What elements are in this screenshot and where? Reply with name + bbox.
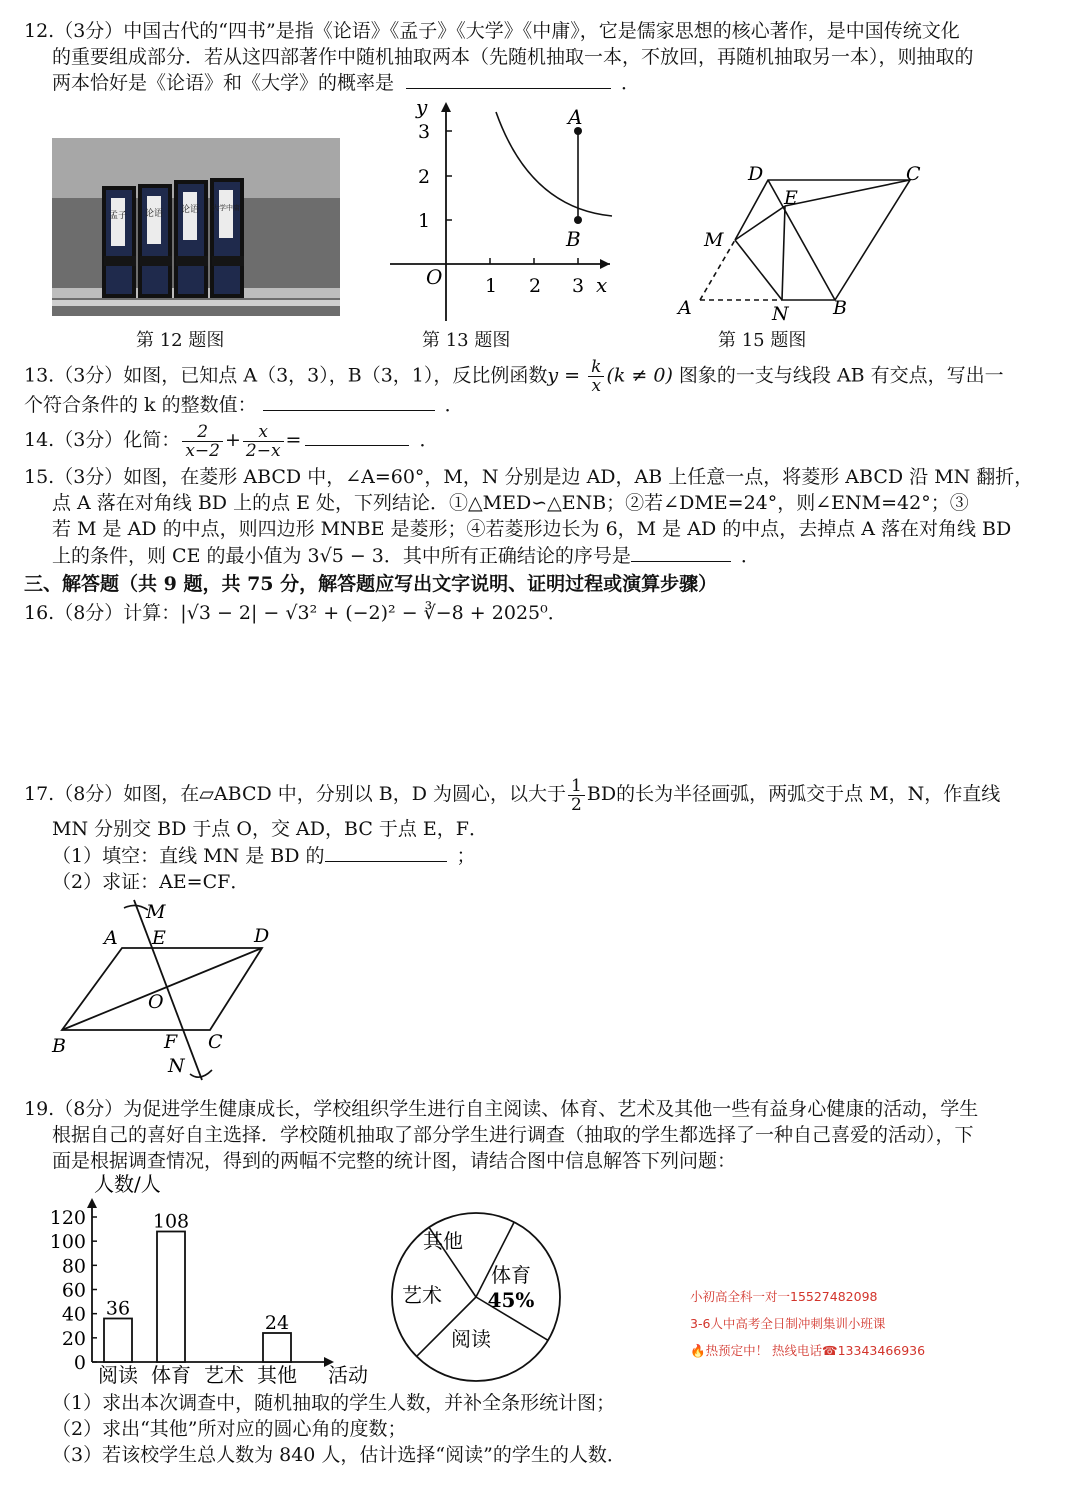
fig17-point-e: E	[152, 927, 166, 949]
fig17-point-m: M	[146, 901, 166, 923]
pie-label: 其他	[423, 1229, 463, 1253]
fig15-point-e: E	[784, 187, 798, 209]
fig17-point-o: O	[148, 991, 164, 1013]
q17-fraction	[568, 777, 585, 814]
bar-1	[104, 1319, 132, 1363]
q15-line3: 若 M 是 AD 的中点，则四边形 MNBE 是菱形；④若菱形边长为 6，M 是 AD 的中点，去掉点 A 落在对角线 BD	[52, 518, 1012, 540]
fig13-xtick-1: 1	[485, 275, 498, 297]
q17-sub1-text: （1）填空：直线 MN 是 BD 的	[52, 845, 325, 867]
q14-end: ．	[419, 429, 439, 451]
q19-sub3: （3）若该校学生总人数为 840 人，估计选择“阅读”的学生的人数．	[52, 1444, 626, 1466]
fig15-point-n: N	[772, 303, 789, 325]
answer-blank-15	[631, 543, 731, 562]
bar-chart	[40, 1172, 380, 1390]
fig13-xtick-3: 3	[572, 275, 585, 297]
book-label-2: 论语	[144, 209, 164, 219]
q13-func-y: y =	[547, 364, 587, 387]
q17-sub2: （2）求证：AE=CF．	[52, 871, 250, 893]
q15-line2: 点 A 落在对角线 BD 上的点 E 处，下列结论．①△MED∽△ENB；②若∠DME=24°，则∠ENM=42°；③	[52, 492, 969, 514]
q14-f1-den: x−2	[185, 440, 220, 461]
q13-condition: (k ≠ 0)	[606, 364, 673, 387]
bar-2	[157, 1232, 185, 1363]
q19-sub1: （1）求出本次调查中，随机抽取的学生人数，并补全条形统计图；	[52, 1392, 616, 1414]
bar-value-label: 108	[152, 1210, 190, 1233]
bar-ytick-label: 100	[49, 1231, 86, 1254]
q13-frac-num: k	[588, 358, 604, 377]
bar-ytick-label: 0	[73, 1352, 86, 1374]
q14-fraction-2	[243, 423, 284, 460]
fig15-point-b: B	[833, 297, 847, 319]
q12-line3	[52, 70, 640, 96]
fig15-point-d: D	[748, 163, 764, 185]
q17-line1	[24, 772, 1000, 816]
caption-fig15: 第 15 题图	[718, 330, 807, 351]
fig17-point-f: F	[164, 1031, 178, 1053]
q15-line4-text: 上的条件，则 CE 的最小值为 3√5 − 3．其中所有正确结论的序号是	[52, 545, 631, 567]
bar-category-label: 艺术	[204, 1363, 244, 1387]
q13-line1	[24, 358, 1004, 395]
fig15-point-a: A	[678, 297, 692, 319]
q12-line3-text: 两本恰好是《论语》和《大学》的概率是	[52, 72, 395, 94]
q13-end: ．	[444, 394, 464, 416]
q14-line	[24, 420, 438, 460]
bar-4	[263, 1333, 291, 1362]
q14-f1-num: 2	[182, 423, 223, 442]
q13-text-b: 图象的一支与线段 AB 有交点，写出一	[678, 364, 1004, 387]
q14-equals: =	[285, 429, 302, 451]
fig17-point-n: N	[168, 1055, 185, 1077]
fig13-ytick-1: 1	[418, 210, 431, 232]
figure-13-graph	[380, 96, 620, 326]
q17-text-b: BD的长为半径画弧，两弧交于点 M，N，作直线	[586, 783, 1001, 805]
q16-line: 16.（8分）计算：|√3 − 2| − √3² + (−2)² − ∛−8 + 2025⁰．	[24, 602, 567, 624]
bar-chart-ylabel: 人数/人	[94, 1172, 161, 1196]
fig17-point-b: B	[52, 1035, 66, 1057]
watermark-line2: 3-6人中高考全日制冲刺集训小班课	[690, 1316, 886, 1331]
watermark-line3: 🔥热预定中！ 热线电话☎13343466936	[690, 1343, 926, 1358]
fig17-point-a: A	[104, 927, 118, 949]
bar-value-label: 24	[264, 1312, 290, 1334]
pie-label: 阅读	[451, 1327, 491, 1351]
watermark-line1: 小初高全科一对一15527482098	[690, 1289, 878, 1304]
q17-text-a: 17.（8分）如图，在▱ABCD 中，分别以 B，D 为圆心，以大于	[24, 783, 567, 805]
caption-fig12: 第 12 题图	[136, 330, 225, 351]
bar-ytick-label: 40	[61, 1303, 86, 1326]
bar-value-label: 36	[105, 1297, 131, 1320]
q19-line2: 根据自己的喜好自主选择．学校随机抽取了部分学生进行调查（抽取的学生都选择了一种自己喜爱的活动），下	[52, 1124, 974, 1146]
q15-line1: 15.（3分）如图，在菱形 ABCD 中，∠A=60°，M，N 分别是边 AD，AB 上任意一点，将菱形 ABCD 沿 MN 翻折，	[24, 466, 1034, 488]
fig13-ytick-3: 3	[418, 121, 431, 143]
q17-sub1	[52, 843, 476, 869]
fig13-point-b: B	[566, 227, 581, 251]
caption-fig13: 第 13 题图	[422, 330, 511, 351]
fig13-xtick-2: 2	[529, 275, 542, 297]
bar-chart-xlabel: 活动	[328, 1363, 368, 1387]
q13-frac-den: x	[591, 376, 602, 396]
book-label-4: 大学中庸	[212, 204, 240, 212]
q14-fraction-1	[182, 423, 223, 460]
figure-17-parallelogram	[40, 894, 300, 1084]
q14-f2-num: x	[243, 423, 284, 442]
fig17-point-d: D	[254, 925, 270, 947]
q12-line2: 的重要组成部分．若从这四部著作中随机抽取两本（先随机抽取一本，不放回，再随机抽取另一本），则抽取的	[52, 46, 974, 68]
bar-ytick-label: 20	[61, 1327, 86, 1350]
fig13-ytick-2: 2	[418, 166, 431, 188]
pie-label: 艺术	[402, 1283, 442, 1307]
book-label-1: 孟子	[108, 211, 128, 221]
pie-label: 体育	[491, 1263, 531, 1287]
fig15-point-c: C	[906, 163, 921, 185]
bar-y-arrow	[87, 1198, 97, 1208]
fig13-x-label: x	[596, 273, 608, 297]
bar-ytick-label: 120	[49, 1207, 86, 1229]
answer-blank-13	[263, 392, 435, 411]
q17-sub1-end: ；	[456, 845, 476, 867]
bar-category-label: 其他	[257, 1363, 297, 1387]
q13-text-a: 13.（3分）如图，已知点 A（3，3），B（3，1），反比例函数	[24, 364, 548, 387]
fig17-point-c: C	[208, 1031, 223, 1053]
fig13-y-label: y	[416, 96, 428, 119]
figure-12-photo	[52, 138, 340, 316]
answer-blank-14	[305, 427, 409, 446]
q15-line4	[52, 543, 760, 569]
q12-end: ．	[621, 72, 641, 94]
q17-line2: MN 分别交 BD 于点 O，交 AD，BC 于点 E，F．	[52, 818, 488, 840]
fig13-point-a: A	[568, 105, 583, 129]
answer-blank-12	[406, 70, 611, 89]
figure-15-rhombus	[670, 160, 940, 325]
q19-line1: 19.（8分）为促进学生健康成长，学校组织学生进行自主阅读、体育、艺术及其他一些有益身心健康的活动，学生	[24, 1098, 979, 1120]
bar-category-label: 阅读	[98, 1363, 138, 1387]
q13-line2	[24, 392, 464, 418]
q19-line3: 面是根据调查情况，得到的两幅不完整的统计图，请结合图中信息解答下列问题：	[52, 1150, 737, 1172]
q19-sub2: （2）求出“其他”所对应的圆心角的度数；	[52, 1418, 407, 1440]
q12-line1: 12.（3分）中国古代的“四书”是指《论语》《孟子》《大学》《中庸》，它是儒家思想的核心著作，是中国传统文化	[24, 20, 960, 42]
bar-ytick-label: 80	[61, 1255, 86, 1278]
bar-ytick-label: 60	[61, 1279, 86, 1302]
q13-line2-text: 个符合条件的 k 的整数值：	[24, 394, 257, 416]
fig15-point-m: M	[704, 229, 724, 251]
pie-percent-label: 45%	[487, 1288, 535, 1312]
q13-fraction	[588, 358, 604, 395]
bar-category-label: 体育	[151, 1363, 191, 1387]
book-label-3: 论语	[180, 205, 200, 215]
q17-frac-num: 1	[568, 777, 585, 796]
section-3-heading: 三、解答题（共 9 题，共 75 分，解答题应写出文字说明、证明过程或演算步骤）	[24, 573, 718, 595]
q15-end: ．	[740, 545, 760, 567]
pie-chart	[380, 1210, 580, 1385]
q14-prefix: 14.（3分）化简：	[24, 429, 181, 451]
q14-f2-den: 2−x	[245, 440, 281, 461]
answer-blank-17	[325, 843, 447, 862]
fig13-origin: O	[426, 265, 443, 289]
q17-frac-den: 2	[571, 794, 582, 815]
books-illustration	[52, 138, 340, 316]
q14-plus: +	[224, 429, 241, 451]
